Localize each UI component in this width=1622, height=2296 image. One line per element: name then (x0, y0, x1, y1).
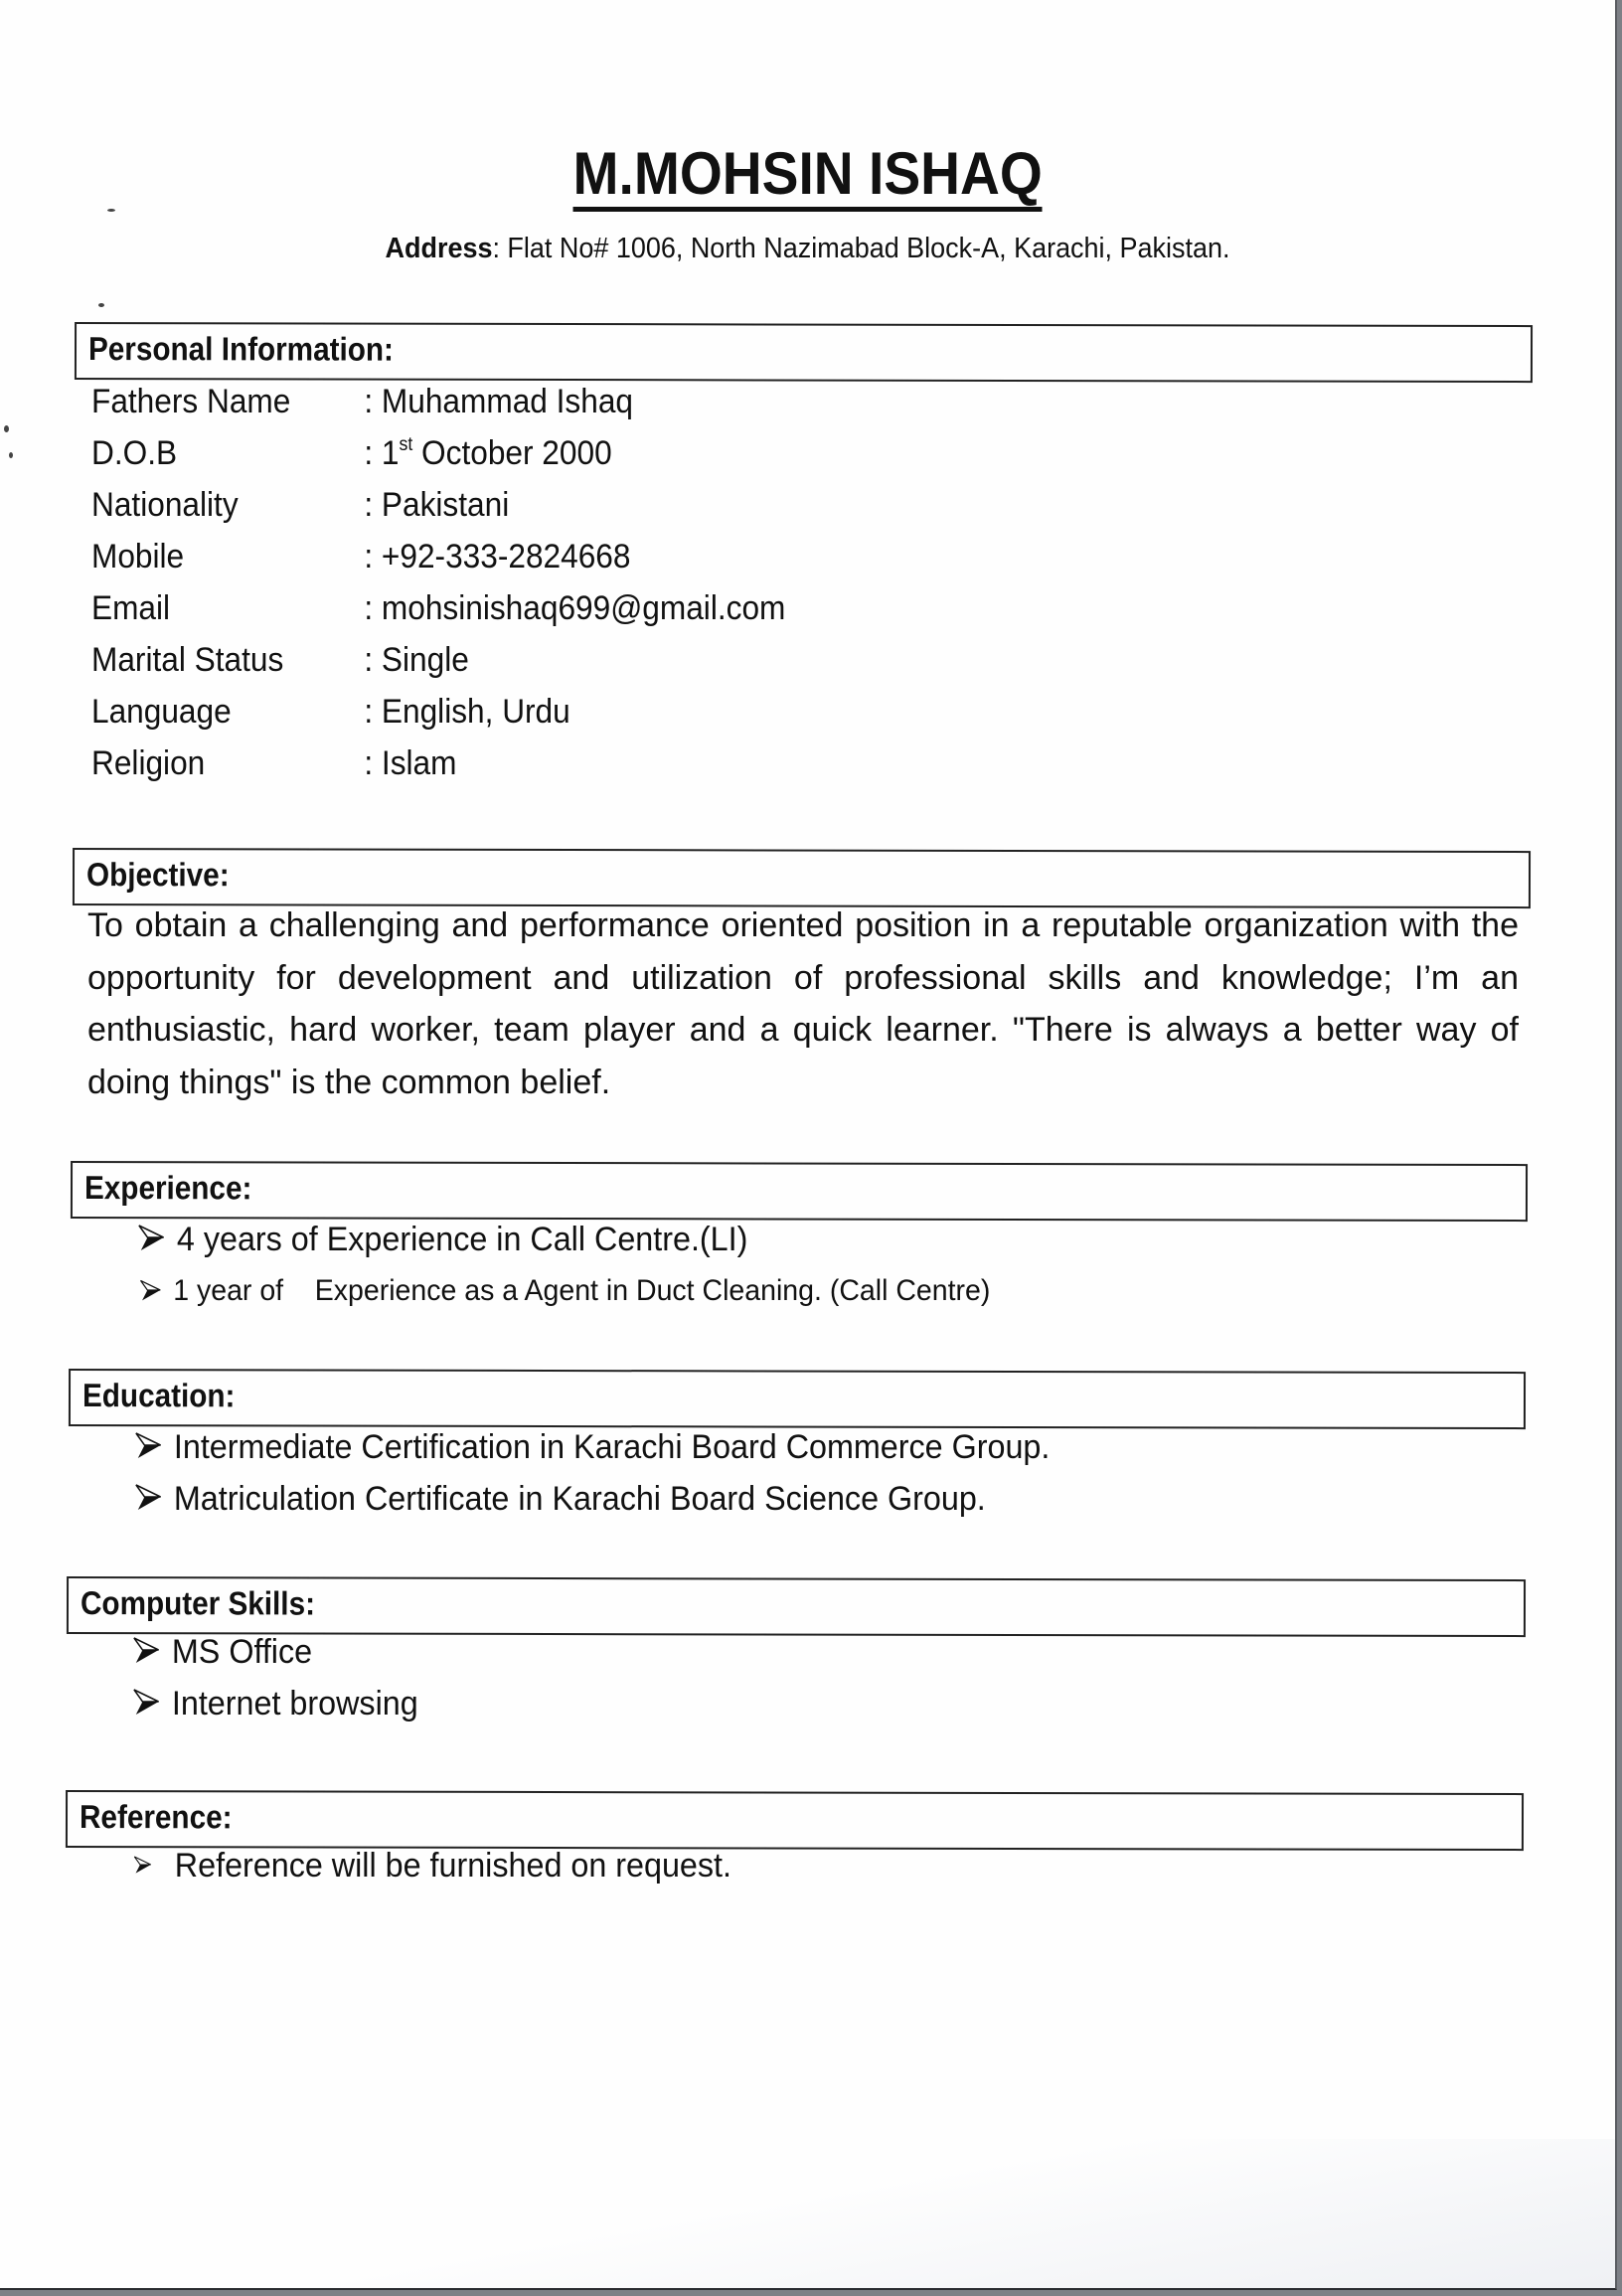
scan-speck (98, 303, 104, 307)
section-title: Objective: (85, 856, 230, 894)
scan-speck (4, 425, 9, 432)
education-item (134, 1480, 986, 1519)
education-item-text: Intermediate Certification in Karachi Board Commerce Group. (173, 1428, 1051, 1466)
info-label: Language (91, 693, 232, 731)
education-item-text: Matriculation Certificate in Karachi Board Science Group. (173, 1480, 986, 1518)
info-value: : Single (364, 641, 469, 679)
section-header-personal-information (75, 322, 1533, 383)
info-row-mobile (91, 538, 630, 576)
info-label: Religion (91, 744, 206, 782)
info-row-nationality (91, 486, 509, 525)
info-label: Fathers Name (91, 383, 291, 420)
arrowhead-bullet-icon (139, 1278, 162, 1302)
info-value (364, 434, 611, 472)
section-title: Education: (81, 1377, 236, 1414)
arrowhead-bullet-icon (132, 1635, 161, 1665)
arrowhead-bullet-icon (132, 1687, 161, 1717)
address-line (57, 233, 1558, 265)
info-label: D.O.B (91, 434, 178, 472)
arrowhead-bullet-icon (134, 1482, 163, 1512)
arrowhead-bullet-icon (133, 1855, 152, 1875)
computer-skill-item-text: MS Office (171, 1633, 313, 1671)
candidate-name (0, 139, 1615, 212)
info-value: : mohsinishaq699@gmail.com (364, 589, 786, 627)
arrowhead-bullet-icon (137, 1223, 166, 1252)
address-label: Address (385, 233, 493, 264)
info-value: : Islam (364, 744, 457, 782)
candidate-name-text: M.MOHSIN ISHAQ (572, 141, 1042, 212)
experience-item-text: 1 year of Experience as a Agent in Duct Cleaning. (Call Centre) (173, 1274, 991, 1307)
info-label: Mobile (91, 538, 185, 575)
education-item (134, 1428, 1050, 1467)
experience-item-text: 4 years of Experience in Call Centre.(LI) (176, 1221, 748, 1258)
section-header-reference (66, 1790, 1524, 1851)
info-value: : English, Urdu (364, 693, 570, 731)
scan-speck (9, 452, 13, 458)
info-label: Nationality (91, 486, 239, 524)
info-value: : Pakistani (364, 486, 510, 524)
dob-month-year: October 2000 (412, 434, 612, 472)
info-row-fathers-name (91, 383, 633, 421)
info-row-dob (91, 434, 612, 473)
objective-text: To obtain a challenging and performance oriented position in a reputable organization with the opportunity for development and utilization of professional skills and knowledge; I’m an enthusiastic, hard worker, team player and a quick learner. "There is always a better way of doing things" is the common belief. (87, 906, 1519, 1101)
computer-skill-item (132, 1633, 312, 1672)
section-header-computer-skills (67, 1576, 1526, 1637)
info-label: Marital Status (91, 641, 284, 679)
info-row-language (91, 693, 570, 732)
info-row-marital-status (91, 641, 469, 680)
info-label: Email (91, 589, 171, 627)
computer-skill-item (132, 1685, 418, 1723)
section-title: Personal Information: (87, 330, 394, 368)
computer-skill-item-text: Internet browsing (171, 1685, 418, 1722)
scan-shadow (0, 2139, 1615, 2288)
address-value: : Flat No# 1006, North Nazimabad Block-A, Karachi, Pakistan. (492, 233, 1230, 264)
info-row-religion (91, 744, 456, 783)
info-value: : +92-333-2824668 (364, 538, 631, 575)
info-row-email (91, 589, 785, 628)
reference-item-text: Reference will be furnished on request. (174, 1847, 731, 1885)
dob-ordinal-suffix: st (399, 434, 413, 455)
arrowhead-bullet-icon (134, 1430, 163, 1460)
info-value: : Muhammad Ishaq (364, 383, 634, 420)
section-header-experience (71, 1161, 1528, 1222)
section-header-education (69, 1369, 1526, 1429)
experience-item (137, 1221, 747, 1259)
section-title: Experience: (83, 1169, 252, 1207)
dob-day: : 1 (364, 434, 400, 472)
experience-item (139, 1274, 990, 1308)
section-title: Computer Skills: (80, 1584, 316, 1622)
reference-item (133, 1847, 731, 1886)
section-title: Reference: (79, 1798, 233, 1836)
